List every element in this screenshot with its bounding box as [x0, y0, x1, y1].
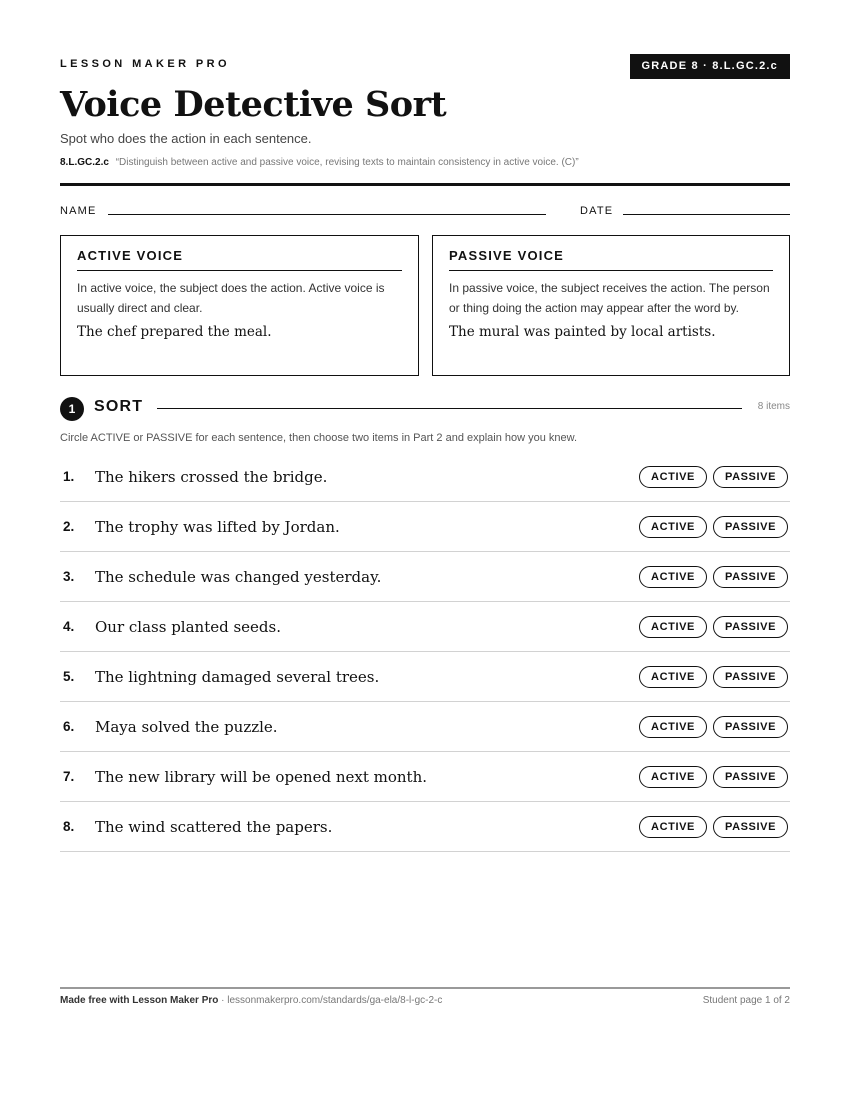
footer-url[interactable]: · lessonmakerpro.com/standards/ga-ela/8-l-gc-2-c: [218, 995, 443, 1006]
header-divider: [60, 183, 790, 186]
section-item-count: 8 items: [757, 401, 790, 412]
footer-made-with: Made free with Lesson Maker Pro: [60, 995, 219, 1006]
passive-voice-box: [432, 235, 790, 376]
sort-item: [60, 502, 790, 552]
standard-text: “Distinguish between active and passive voice, revising texts to maintain consistency in active voice. (C)”: [115, 157, 579, 168]
grade-badge: GRADE 8 · 8.L.GC.2.c: [630, 54, 790, 79]
choice-group: [639, 766, 788, 788]
item-sentence: The hikers crossed the bridge.: [95, 468, 328, 486]
choice-group: [639, 816, 788, 838]
item-sentence: The lightning damaged several trees.: [95, 668, 380, 686]
date-label: DATE: [580, 205, 614, 217]
active-voice-box: [60, 235, 419, 376]
page-subtitle: Spot who does the action in each sentence.: [60, 131, 312, 146]
passive-choice-button[interactable]: PASSIVE: [713, 816, 788, 838]
active-choice-button[interactable]: ACTIVE: [639, 616, 707, 638]
active-voice-heading: ACTIVE VOICE: [77, 248, 402, 271]
worksheet-page: [60, 0, 790, 1100]
choice-group: [639, 566, 788, 588]
item-number: 6.: [63, 719, 75, 734]
item-sentence: Maya solved the puzzle.: [95, 718, 278, 736]
passive-choice-button[interactable]: PASSIVE: [713, 716, 788, 738]
active-choice-button[interactable]: ACTIVE: [639, 566, 707, 588]
item-number: 2.: [63, 519, 75, 534]
active-choice-button[interactable]: ACTIVE: [639, 466, 707, 488]
sort-items-list: [60, 452, 790, 852]
item-sentence: The trophy was lifted by Jordan.: [95, 518, 340, 536]
passive-choice-button[interactable]: PASSIVE: [713, 516, 788, 538]
sort-item: [60, 452, 790, 502]
item-number: 8.: [63, 819, 75, 834]
item-sentence: The wind scattered the papers.: [95, 818, 333, 836]
passive-voice-heading: PASSIVE VOICE: [449, 248, 773, 271]
active-choice-button[interactable]: ACTIVE: [639, 816, 707, 838]
footer-divider: [60, 987, 790, 989]
sort-item: [60, 552, 790, 602]
active-choice-button[interactable]: ACTIVE: [639, 716, 707, 738]
item-number: 3.: [63, 569, 75, 584]
item-sentence: The new library will be opened next month.: [95, 768, 428, 786]
sort-item: [60, 602, 790, 652]
sort-item: [60, 802, 790, 852]
choice-group: [639, 666, 788, 688]
passive-voice-example: The mural was painted by local artists.: [449, 324, 716, 340]
choice-group: [639, 516, 788, 538]
item-number: 4.: [63, 619, 75, 634]
page-title: Voice Detective Sort: [60, 84, 447, 125]
footer-credit: [60, 995, 442, 1006]
choice-group: [639, 616, 788, 638]
item-sentence: Our class planted seeds.: [95, 618, 281, 636]
active-choice-button[interactable]: ACTIVE: [639, 766, 707, 788]
name-label: NAME: [60, 205, 97, 217]
standard-line: [60, 157, 579, 168]
name-field[interactable]: [108, 214, 546, 215]
sort-item: [60, 752, 790, 802]
passive-choice-button[interactable]: PASSIVE: [713, 466, 788, 488]
passive-voice-definition: In passive voice, the subject receives the action. The person or thing doing the action may appear after the word by.: [449, 281, 770, 315]
passive-choice-button[interactable]: PASSIVE: [713, 766, 788, 788]
sort-item: [60, 702, 790, 752]
choice-group: [639, 466, 788, 488]
item-number: 7.: [63, 769, 75, 784]
active-voice-example: The chef prepared the meal.: [77, 324, 272, 340]
choice-group: [639, 716, 788, 738]
section-instructions: Circle ACTIVE or PASSIVE for each sentence, then choose two items in Part 2 and explain how you knew.: [60, 432, 578, 444]
item-number: 5.: [63, 669, 75, 684]
sort-item: [60, 652, 790, 702]
active-choice-button[interactable]: ACTIVE: [639, 516, 707, 538]
active-choice-button[interactable]: ACTIVE: [639, 666, 707, 688]
item-sentence: The schedule was changed yesterday.: [95, 568, 382, 586]
active-voice-definition: In active voice, the subject does the action. Active voice is usually direct and clear.: [77, 281, 385, 315]
section-number-badge: 1: [60, 397, 84, 421]
section-divider: [157, 408, 742, 409]
footer-page-number: Student page 1 of 2: [702, 995, 790, 1006]
passive-choice-button[interactable]: PASSIVE: [713, 666, 788, 688]
date-field[interactable]: [623, 214, 790, 215]
section-title: SORT: [94, 398, 144, 415]
brand-name: LESSON MAKER PRO: [60, 58, 230, 70]
passive-choice-button[interactable]: PASSIVE: [713, 566, 788, 588]
passive-choice-button[interactable]: PASSIVE: [713, 616, 788, 638]
item-number: 1.: [63, 469, 75, 484]
standard-code: 8.L.GC.2.c: [60, 157, 109, 168]
